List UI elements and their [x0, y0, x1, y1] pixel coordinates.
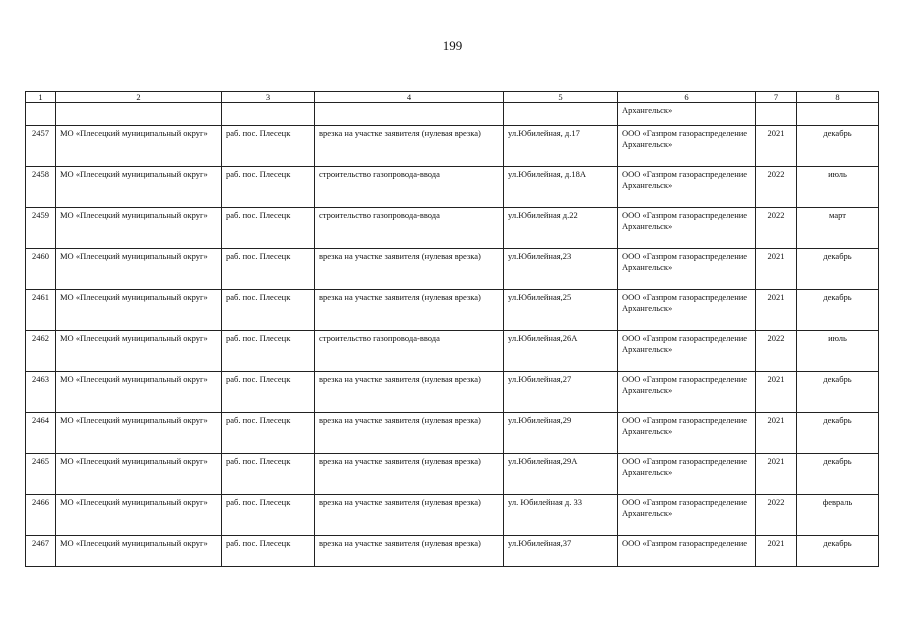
municipality-cell: МО «Плесецкий муниципальный округ»	[56, 126, 222, 167]
settlement-cell: раб. пос. Плесецк	[222, 413, 315, 454]
continuation-row	[26, 103, 879, 126]
organization-cell: ООО «Газпром газораспределение Архангельск»	[618, 208, 756, 249]
municipality-cell: МО «Плесецкий муниципальный округ»	[56, 208, 222, 249]
year-cell: 2022	[756, 167, 797, 208]
row-number-cell: 2457	[26, 126, 56, 167]
month-cell: декабрь	[797, 249, 879, 290]
month-cell: июль	[797, 331, 879, 372]
month-cell: февраль	[797, 495, 879, 536]
work-type-cell: строительство газопровода-ввода	[315, 167, 504, 208]
row-number-cell: 2460	[26, 249, 56, 290]
work-type-cell: врезка на участке заявителя (нулевая врезка)	[315, 454, 504, 495]
table-row	[26, 495, 879, 536]
municipality-cell: МО «Плесецкий муниципальный округ»	[56, 331, 222, 372]
organization-cell: ООО «Газпром газораспределение Архангельск»	[618, 167, 756, 208]
work-type-cell: врезка на участке заявителя (нулевая врезка)	[315, 536, 504, 567]
month-cell: декабрь	[797, 372, 879, 413]
table-cell	[756, 103, 797, 126]
month-cell: декабрь	[797, 536, 879, 567]
settlement-cell: раб. пос. Плесецк	[222, 126, 315, 167]
settlement-cell: раб. пос. Плесецк	[222, 290, 315, 331]
settlement-cell: раб. пос. Плесецк	[222, 249, 315, 290]
row-number-cell: 2464	[26, 413, 56, 454]
municipality-cell: МО «Плесецкий муниципальный округ»	[56, 372, 222, 413]
settlement-cell: раб. пос. Плесецк	[222, 495, 315, 536]
settlement-cell: раб. пос. Плесецк	[222, 454, 315, 495]
address-cell: ул.Юбилейная,27	[504, 372, 618, 413]
table-cell	[222, 103, 315, 126]
municipality-cell: МО «Плесецкий муниципальный округ»	[56, 454, 222, 495]
year-cell: 2022	[756, 331, 797, 372]
municipality-cell: МО «Плесецкий муниципальный округ»	[56, 413, 222, 454]
organization-cell: ООО «Газпром газораспределение Архангельск»	[618, 413, 756, 454]
year-cell: 2021	[756, 454, 797, 495]
row-number-cell: 2462	[26, 331, 56, 372]
organization-cell: ООО «Газпром газораспределение Архангельск»	[618, 290, 756, 331]
month-cell: декабрь	[797, 290, 879, 331]
settlement-cell: раб. пос. Плесецк	[222, 536, 315, 567]
address-cell: ул.Юбилейная,37	[504, 536, 618, 567]
municipality-cell: МО «Плесецкий муниципальный округ»	[56, 249, 222, 290]
row-number-cell: 2466	[26, 495, 56, 536]
organization-cell: ООО «Газпром газораспределение	[618, 536, 756, 567]
column-header: 2	[56, 92, 222, 103]
column-header: 7	[756, 92, 797, 103]
organization-cell: ООО «Газпром газораспределение Архангельск»	[618, 495, 756, 536]
municipality-cell: МО «Плесецкий муниципальный округ»	[56, 495, 222, 536]
table-row	[26, 290, 879, 331]
year-cell: 2021	[756, 249, 797, 290]
address-cell: ул.Юбилейная,29	[504, 413, 618, 454]
organization-cell: ООО «Газпром газораспределение Архангельск»	[618, 126, 756, 167]
column-header: 8	[797, 92, 879, 103]
table-row	[26, 249, 879, 290]
address-cell: ул. Юбилейная д. 33	[504, 495, 618, 536]
column-header: 1	[26, 92, 56, 103]
address-cell: ул.Юбилейная,25	[504, 290, 618, 331]
work-type-cell: врезка на участке заявителя (нулевая врезка)	[315, 413, 504, 454]
column-number-row	[26, 92, 879, 103]
municipality-cell: МО «Плесецкий муниципальный округ»	[56, 167, 222, 208]
work-type-cell: врезка на участке заявителя (нулевая врезка)	[315, 126, 504, 167]
month-cell: декабрь	[797, 413, 879, 454]
address-cell: ул.Юбилейная д.22	[504, 208, 618, 249]
address-cell: ул.Юбилейная,23	[504, 249, 618, 290]
table-cell: Архангельск»	[618, 103, 756, 126]
table-row	[26, 208, 879, 249]
month-cell: декабрь	[797, 126, 879, 167]
municipality-cell: МО «Плесецкий муниципальный округ»	[56, 290, 222, 331]
address-cell: ул.Юбилейная, д.18А	[504, 167, 618, 208]
work-type-cell: врезка на участке заявителя (нулевая врезка)	[315, 372, 504, 413]
year-cell: 2021	[756, 413, 797, 454]
table-row	[26, 126, 879, 167]
table-row	[26, 413, 879, 454]
settlement-cell: раб. пос. Плесецк	[222, 372, 315, 413]
row-number-cell: 2459	[26, 208, 56, 249]
row-number-cell: 2463	[26, 372, 56, 413]
settlement-cell: раб. пос. Плесецк	[222, 208, 315, 249]
work-type-cell: врезка на участке заявителя (нулевая врезка)	[315, 495, 504, 536]
settlement-cell: раб. пос. Плесецк	[222, 331, 315, 372]
year-cell: 2022	[756, 208, 797, 249]
column-header: 6	[618, 92, 756, 103]
table-row	[26, 331, 879, 372]
year-cell: 2021	[756, 372, 797, 413]
table-row	[26, 536, 879, 567]
table-cell	[56, 103, 222, 126]
page-number: 199	[442, 38, 463, 53]
table-cell	[797, 103, 879, 126]
row-number-cell: 2461	[26, 290, 56, 331]
organization-cell: ООО «Газпром газораспределение Архангельск»	[618, 454, 756, 495]
year-cell: 2022	[756, 495, 797, 536]
table-row	[26, 454, 879, 495]
column-header: 5	[504, 92, 618, 103]
row-number-cell: 2467	[26, 536, 56, 567]
table-cell	[315, 103, 504, 126]
month-cell: декабрь	[797, 454, 879, 495]
municipality-cell: МО «Плесецкий муниципальный округ»	[56, 536, 222, 567]
settlement-cell: раб. пос. Плесецк	[222, 167, 315, 208]
address-cell: ул.Юбилейная,26А	[504, 331, 618, 372]
year-cell: 2021	[756, 536, 797, 567]
year-cell: 2021	[756, 126, 797, 167]
work-type-cell: строительство газопровода-ввода	[315, 331, 504, 372]
address-cell: ул.Юбилейная,29А	[504, 454, 618, 495]
table-row	[26, 167, 879, 208]
month-cell: июль	[797, 167, 879, 208]
table-cell	[26, 103, 56, 126]
month-cell: март	[797, 208, 879, 249]
column-header: 3	[222, 92, 315, 103]
address-cell: ул.Юбилейная, д.17	[504, 126, 618, 167]
row-number-cell: 2458	[26, 167, 56, 208]
gas-connection-table	[25, 91, 879, 567]
year-cell: 2021	[756, 290, 797, 331]
organization-cell: ООО «Газпром газораспределение Архангельск»	[618, 372, 756, 413]
work-type-cell: врезка на участке заявителя (нулевая врезка)	[315, 249, 504, 290]
table-row	[26, 372, 879, 413]
row-number-cell: 2465	[26, 454, 56, 495]
organization-cell: ООО «Газпром газораспределение Архангельск»	[618, 331, 756, 372]
work-type-cell: строительство газопровода-ввода	[315, 208, 504, 249]
table-cell	[504, 103, 618, 126]
organization-cell: ООО «Газпром газораспределение Архангельск»	[618, 249, 756, 290]
work-type-cell: врезка на участке заявителя (нулевая врезка)	[315, 290, 504, 331]
column-header: 4	[315, 92, 504, 103]
